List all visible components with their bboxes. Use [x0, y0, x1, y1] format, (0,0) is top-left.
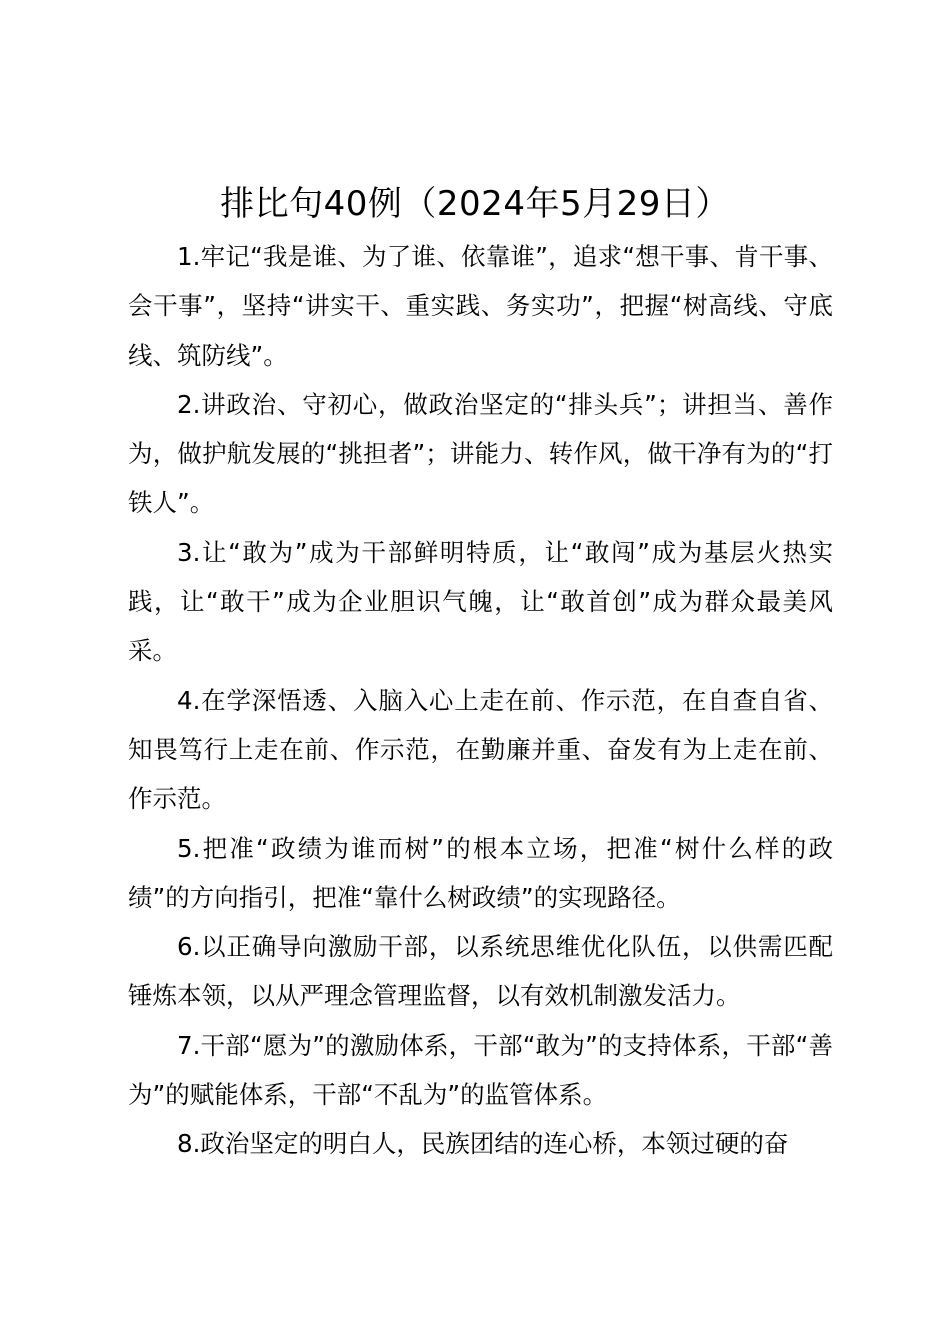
document-body: [128, 232, 833, 1169]
paragraph-8: 8.政治坚定的明白人，民族团结的连心桥，本领过硬的奋: [177, 1129, 789, 1159]
paragraph-3: 3.让“敢为”成为干部鲜明特质，让“敢闯”成为基层火热实践，让“敢干”成为企业胆识气魄，让“敢首创”成为群众最美风采。: [128, 537, 833, 666]
paragraph-4: 4.在学深悟透、入脑入心上走在前、作示范，在自查自省、知畏笃行上走在前、作示范，在勤廉并重、奋发有为上走在前、作示范。: [128, 685, 833, 814]
document-title: 排比句40例（2024年5月29日）: [220, 184, 730, 224]
paragraph-6: 6.以正确导向激励干部，以系统思维优化队伍，以供需匹配锤炼本领，以从严理念管理监督，以有效机制激发活力。: [128, 932, 833, 1011]
paragraph-1: 1.牢记“我是谁、为了谁、依靠谁”，追求“想干事、肯干事、会干事”，坚持“讲实干、重实践、务实功”，把握“树高线、守底线、筑防线”。: [128, 242, 833, 370]
paragraph-2: 2.讲政治、守初心，做政治坚定的“排头兵”；讲担当、善作为，做护航发展的“挑担者”；讲能力、转作风，做干净有为的“打铁人”。: [128, 389, 833, 518]
paragraph-7: 7.干部“愿为”的激励体系，干部“敢为”的支持体系，干部“善为”的赋能体系，干部“不乱为”的监管体系。: [128, 1030, 833, 1110]
paragraph-5: 5.把准“政绩为谁而树”的根本立场，把准“树什么样的政绩”的方向指引，把准“靠什么树政绩”的实现路径。: [128, 833, 833, 912]
